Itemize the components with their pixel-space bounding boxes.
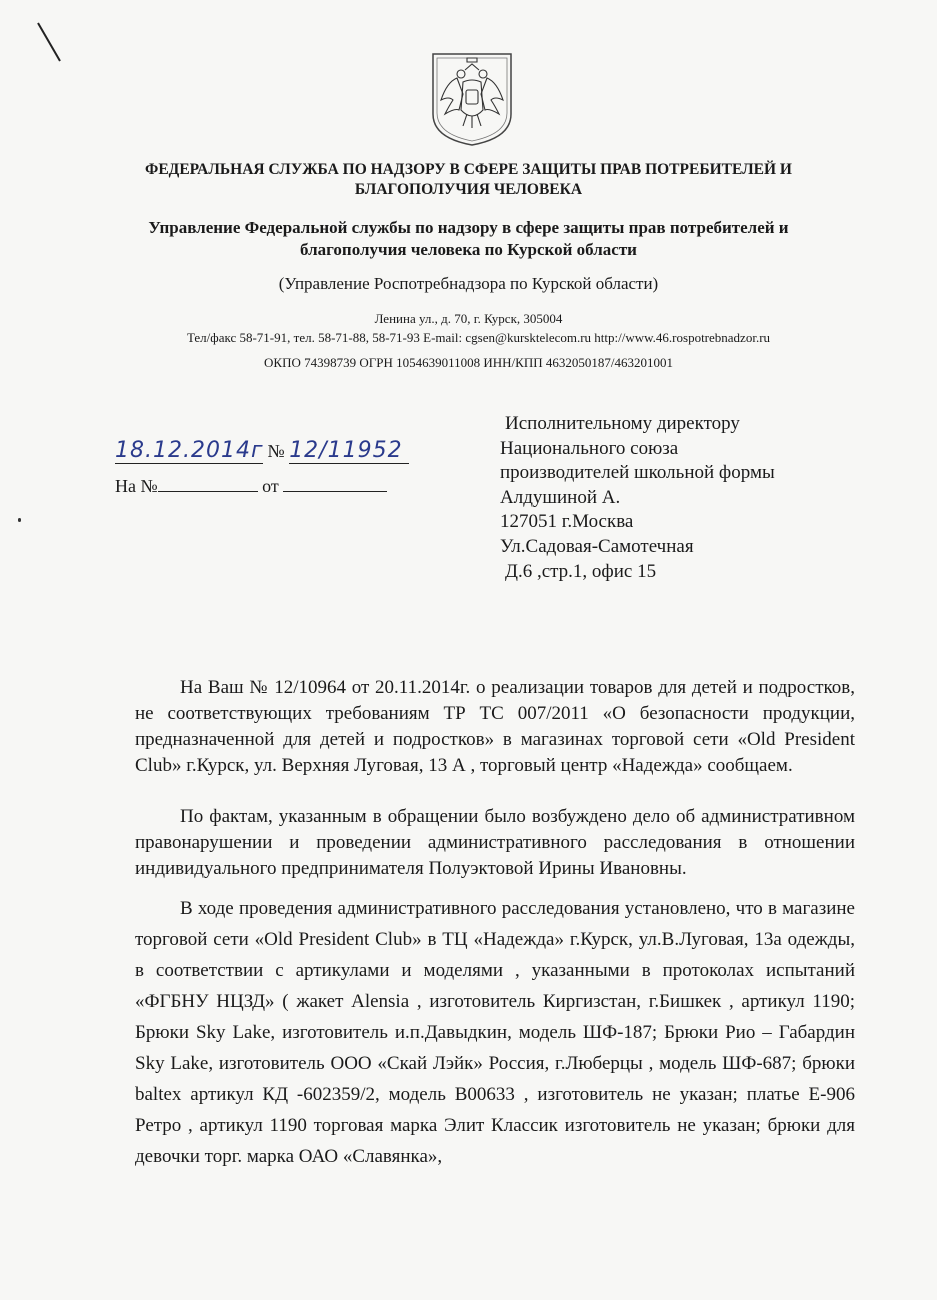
address: Ленина ул., д. 70, г. Курск, 305004: [374, 311, 563, 326]
agency-name: ФЕДЕРАЛЬНАЯ СЛУЖБА ПО НАДЗОРУ В СФЕРЕ ЗАЩИТЫ ПРАВ ПОТРЕБИТЕЛЕЙ И БЛАГОПОЛУЧИЯ ЧЕЛОВЕКА: [145, 161, 792, 198]
recipient-block: [500, 412, 775, 584]
recipient-line: Национального союза: [500, 437, 679, 459]
body-paragraph: По фактам, указанным в обращении было возбуждено дело об административном правонарушении и проведении административного расследования в отношении индивидуального предпринимателя Полуэктовой Ирины Ивановны.: [135, 806, 855, 879]
recipient-line: Ул.Садовая-Самотечная: [500, 535, 694, 557]
number-label: №: [267, 441, 285, 461]
recipient-line: Исполнительному директору: [505, 413, 740, 434]
body-paragraph: В ходе проведения административного расследования установлено, что в магазине торговой сети «Old President Club» в ТЦ «Надежда» г.Курск, ул.В.Луговая, 13а одежды, в соответствии с артикулами и моделями , указанными в протоколах испытаний «ФГБНУ НЦЗД» ( жакет Alensia , изготовитель Киргизстан, г.Бишкек , артикул 1190; Брюки Sky Lake, изготовитель и.п.Давыдкин, модель ШФ-187; Брюки Рио – Габардин Sky Lake, изготовитель ООО «Скай Лэйк» Россия, г.Люберцы , модель ШФ-687; брюки baltex артикул КД -602359/2, модель В00633 , изготовитель не указан; платье Е-906 Ретро , артикул 1190 торговая марка Элит Классик изготовитель не указан; брюки для девочки торг. марка ОАО «Славянка»,: [135, 898, 855, 1167]
department-name: Управление Федеральной службы по надзору в сфере защиты прав потребителей и благополучия человека по Курской области: [148, 218, 789, 259]
pen-mark: [37, 22, 61, 61]
recipient-line: Д.6 ,стр.1, офис 15: [505, 560, 657, 582]
coat-of-arms-emblem: [427, 48, 517, 148]
contacts: Тел/факс 58-71-91, тел. 58-71-88, 58-71-93 E-mail: cgsen@kursktelecom.ru http://www.46.rospotrebnadzor.ru: [186, 330, 771, 345]
body-paragraph: На Ваш № 12/10964 от 20.11.2014г. о реализации товаров для детей и подростков, не соответствующих требованиям ТР ТС 007/2011 «О безопасности продукции, предназначенной для детей и подростков» в магазинах торговой сети «Old President Club» г.Курск, ул. Верхняя Луговая, 13 А , торговый центр «Надежда» сообщаем.: [135, 677, 855, 776]
date-handwritten: 18.12.2014г: [115, 438, 264, 463]
ref-date-blank: [283, 491, 387, 492]
from-label: от: [262, 476, 279, 496]
ref-number-blank: [158, 491, 258, 492]
registration-codes: ОКПО 74398739 ОГРН 1054639011008 ИНН/КПП 4632050187/463201001: [264, 355, 673, 370]
recipient-line: Алдушиной А.: [500, 486, 621, 508]
margin-dot: [18, 518, 21, 522]
number-handwritten: 12/11952: [289, 438, 409, 464]
recipient-line: производителей школьной формы: [500, 462, 775, 484]
recipient-line: 127051 г.Москва: [500, 511, 634, 533]
short-name: (Управление Роспотребнадзора по Курской области): [278, 274, 659, 293]
ref-label: На №: [115, 476, 158, 496]
